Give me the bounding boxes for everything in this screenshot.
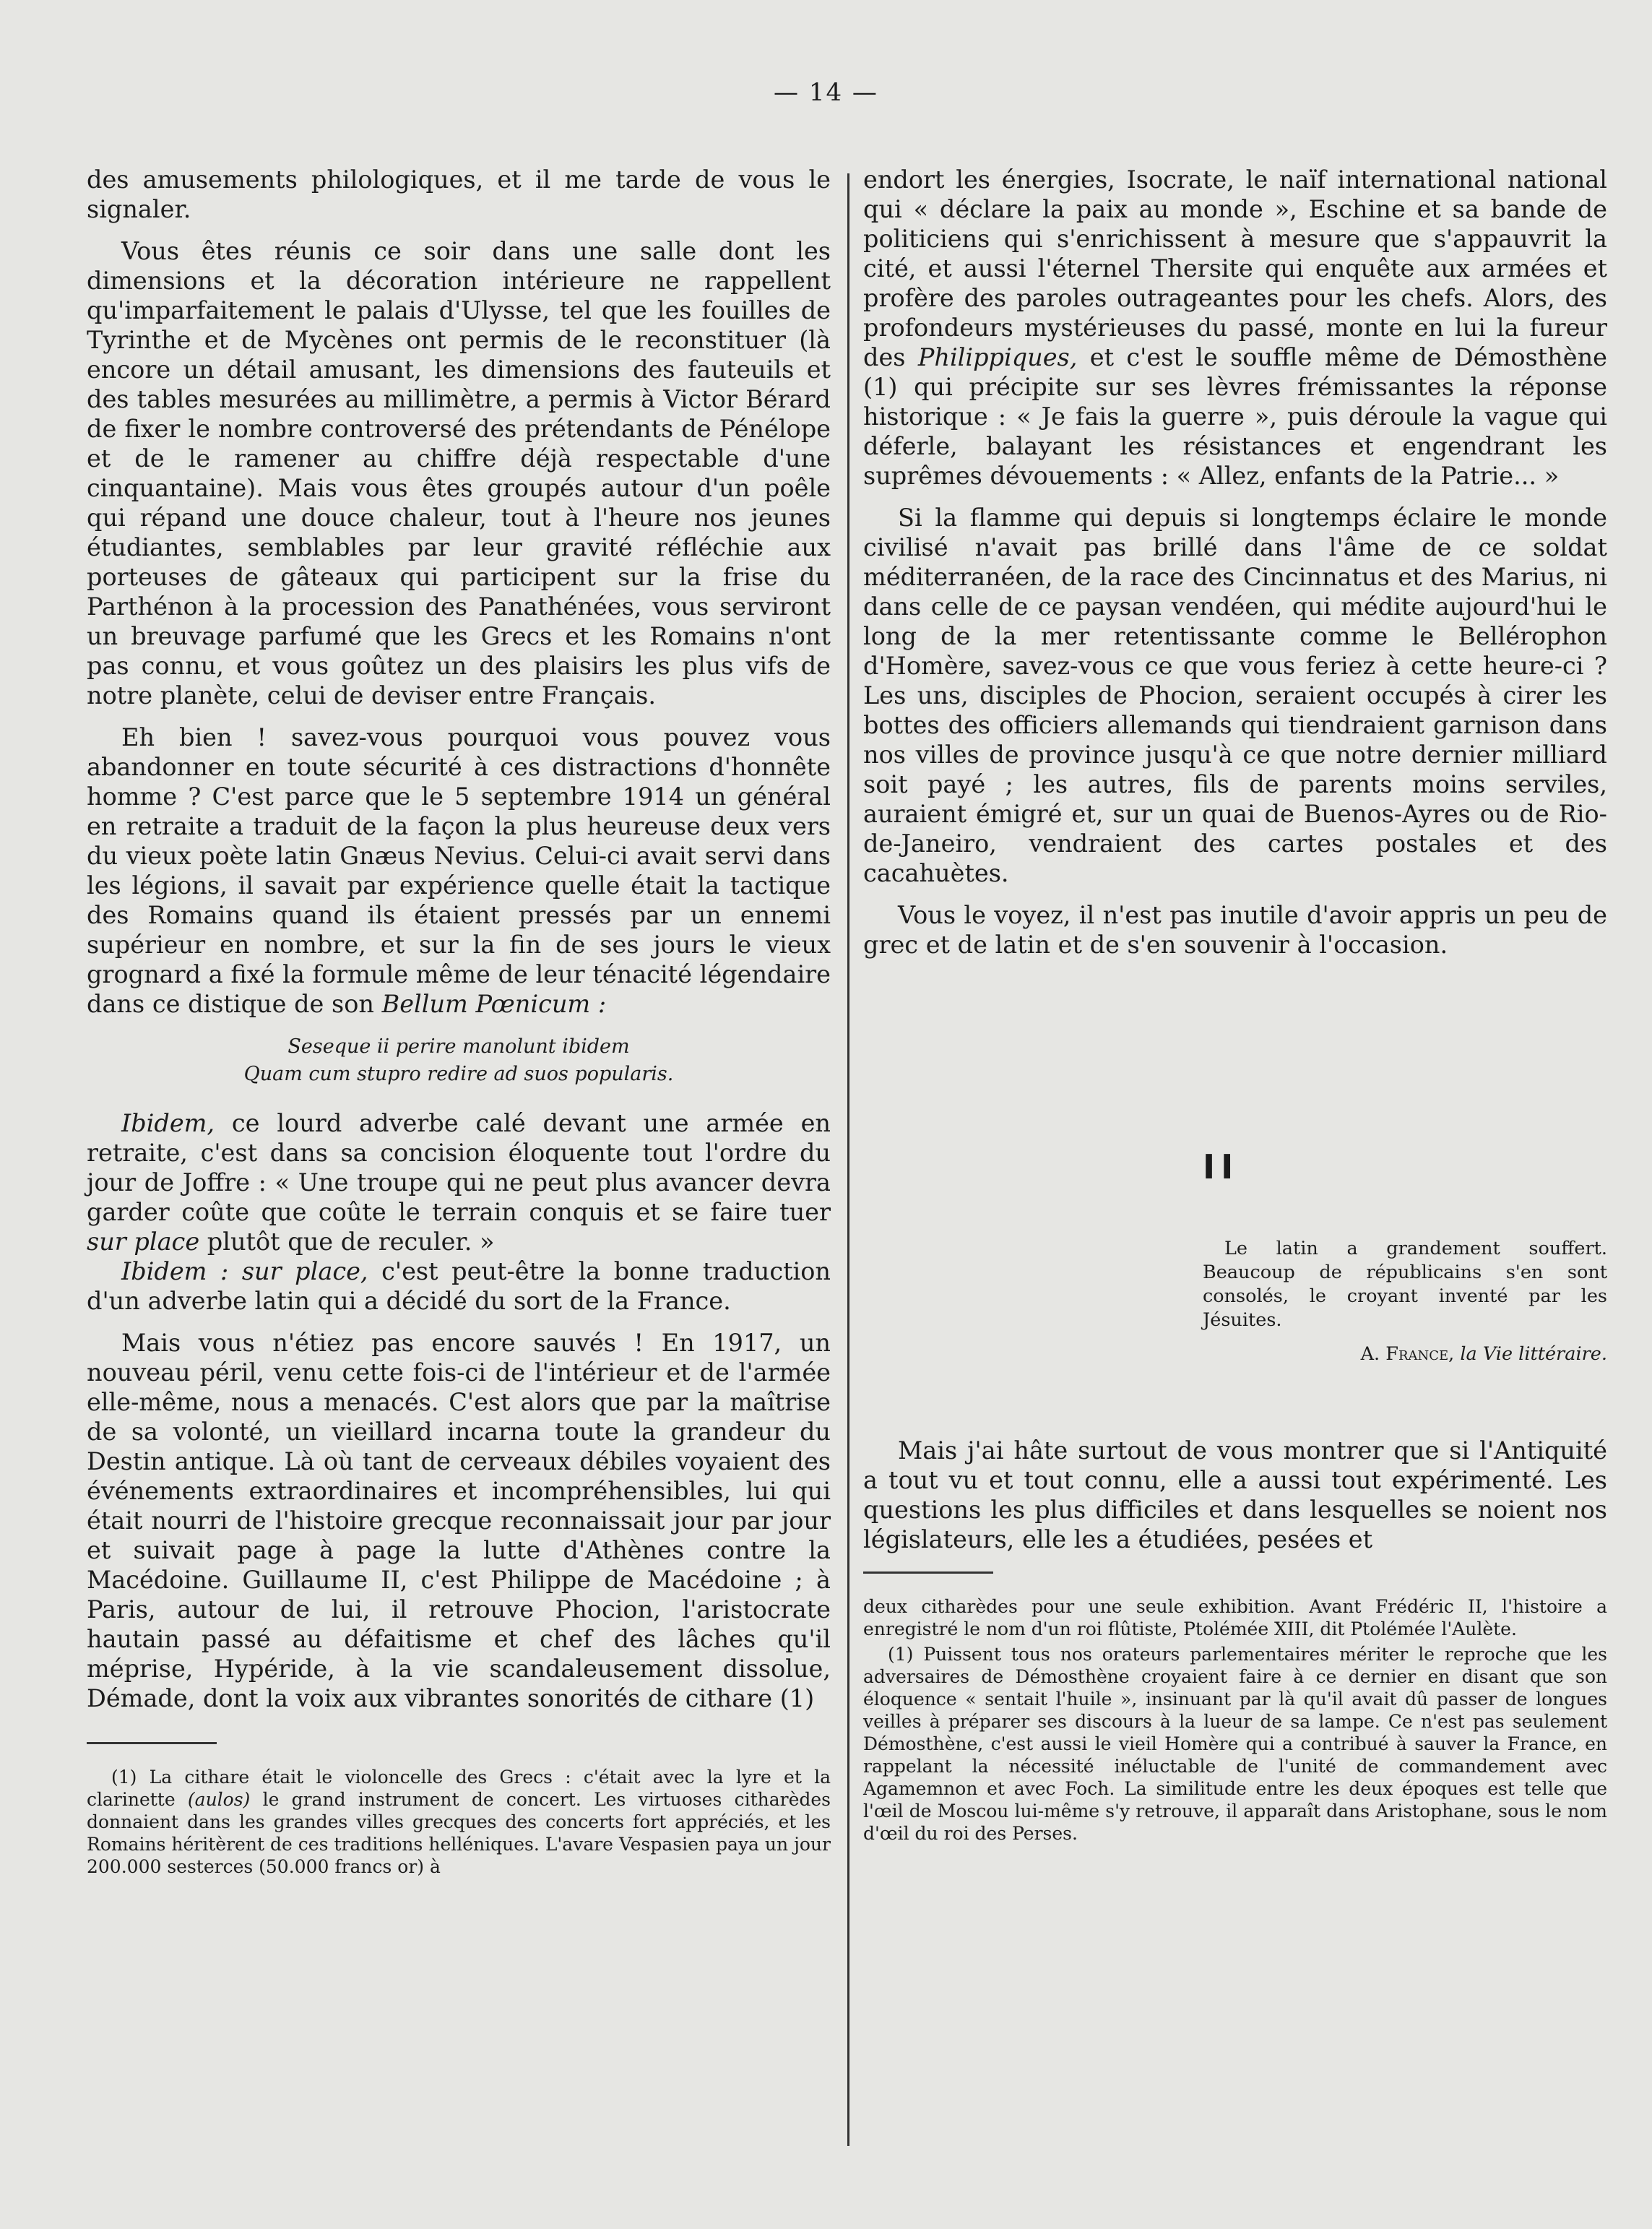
paragraph-text: et c'est le souffle même de Démosthène (1) qui précipite sur ses lèvres frémissantes la réponse historique : « Je fais la guerre », puis déroule la vague qui déferle, balayant les résistances et engendrant les suprêmes dévouements : « Allez, enfants de la Patrie... » bbox=[863, 343, 1607, 490]
paragraph: Vous êtes réunis ce soir dans une salle dont les dimensions et la décoration intérieure ne rappellent qu'imparfaitement le palais d'Ulysse, tel que les fouilles de Tyrinthe et de Mycènes ont permis de le reconstituer (là encore un détail amusant, les dimensions des fauteuils et des tables mesurées au millimètre, a permis à Victor Bérard de fixer le nombre controversé des prétendants de Pénélope et de le ramener au chiffre déjà respectable d'une cinquantaine). Mais vous êtes groupés autour d'un poêle qui répand une douce chaleur, tout à l'heure nos jeunes étudiantes, semblables par leur gravité réfléchie aux porteuses de gâteaux qui participent sur la frise du Parthénon à la procession des Panathénées, vous serviront un breuvage parfumé que les Grecs et les Romains n'ont pas connu, et vous goûtez un des plaisirs les plus vifs de notre planète, celui de deviser entre Français. bbox=[87, 237, 831, 710]
right-column bbox=[863, 165, 1607, 1848]
paragraph-text: endort les énergies, Isocrate, le naïf international national qui « déclare la paix au monde », Eschine et sa bande de politiciens qui s'enrichissent à mesure que s'appauvrit la cité, et aussi l'éternel Thersite qui enquête aux armées et profère des paroles outrageantes pour les chefs. Alors, des profondeurs mystérieuses du passé, monte en lui la fureur des bbox=[863, 165, 1607, 371]
section-number: II bbox=[1203, 1147, 1240, 1186]
footnote: (1) Puissent tous nos orateurs parlementaires mériter le reproche que les adversaires de Démosthène croyaient faire à ce dernier en disant que son éloquence « sentait l'huile », insinuant par là qu'il avait dû passer de longues veilles à préparer ses discours à la lueur de sa lampe. Ce n'est pas seulement Démosthène, c'est aussi le vieil Homère qui a contribué à sauver la France, en rappelant la nécessité inéluctable de l'unité de commandement avec Agamemnon et avec Foch. La similitude entre les deux époques est telle que l'œil de Moscou lui-même s'y retrouve, il apparaît dans Aristophane, sous le nom d'œil du roi des Perses. bbox=[863, 1644, 1607, 1844]
footnote-rule bbox=[863, 1571, 993, 1574]
footnote bbox=[87, 1766, 831, 1878]
column-divider bbox=[847, 173, 849, 2146]
paragraph-text: plutôt que de reculer. » bbox=[199, 1228, 495, 1256]
paragraph: Vous le voyez, il n'est pas inutile d'avoir appris un peu de grec et de latin et de s'en souvenir à l'occasion. bbox=[863, 901, 1607, 959]
page-number: — 14 — bbox=[774, 78, 878, 107]
paragraph: Mais vous n'étiez pas encore sauvés ! En 1917, un nouveau péril, venu cette fois-ci de l'intérieur et de l'armée elle-même, nous a menacés. C'est alors que par la maîtrise de sa volonté, un vieillard incarna toute la grandeur du Destin antique. Là où tant de cerveaux débiles voyaient des événements extraordinaires et incompréhensibles, lui qui était nourri de l'histoire grecque reconnaissait jour par jour et suivait page à page la lutte d'Athènes contre la Macédoine. Guillaume II, c'est Philippe de Macédoine ; à Paris, autour de lui, il retrouve Phocion, l'aristocrate hautain passé au défaitisme et chef des lâches qu'il méprise, Hypéride, à la vie scandaleusement dissolue, Démade, dont la voix aux vibrantes sonorités de cithare (1) bbox=[87, 1329, 831, 1712]
epigraph-author: A. France, bbox=[1360, 1343, 1455, 1365]
epigraph bbox=[1203, 1237, 1607, 1366]
footnote: deux citharèdes pour une seule exhibition. Avant Frédéric II, l'histoire a enregistré le nom d'un roi flûtiste, Ptolémée XIII, dit Ptolémée l'Aulète. bbox=[863, 1596, 1607, 1639]
work-title: Bellum Pœnicum : bbox=[381, 990, 607, 1018]
verse-line: Quam cum stupro redire ad suos popularis. bbox=[243, 1063, 674, 1085]
emphasis: sur place bbox=[87, 1228, 200, 1256]
paragraph-text: c'est peut-être la bonne traduction d'un adverbe latin qui a décidé du sort de la France. bbox=[87, 1257, 831, 1315]
footnote-text: le grand instrument de concert. Les virtuoses citharèdes donnaient dans les grandes villes grecques des concerts fort appréciés, et les Romains héritèrent de ces traditions helléniques. L'avare Vespasien paya un jour 200.000 sesterces (50.000 francs or) à bbox=[87, 1789, 831, 1877]
latin-verse bbox=[87, 1033, 831, 1088]
paragraph bbox=[863, 165, 1607, 491]
paragraph bbox=[87, 1256, 831, 1316]
paragraph: des amusements philologiques, et il me tarde de vous le signaler. bbox=[87, 165, 831, 223]
paragraph: Si la flamme qui depuis si longtemps éclaire le monde civilisé n'avait pas brillé dans l'âme de ce soldat méditerranéen, de la race des Cincinnatus et des Marius, ni dans celle de ce paysan vendéen, qui médite aujourd'hui le long de la mer retentissante comme le Bellérophon d'Homère, savez-vous ce que vous feriez à cette heure-ci ? Les uns, disciples de Phocion, seraient occupés à cirer les bottes des officiers allemands qui tiendraient garnison dans nos villes de province jusqu'à ce que notre dernier milliard soit payé ; les autres, fils de parents moins serviles, auraient émigré et, sur un quai de Buenos-Ayres ou de Rio-de-Janeiro, vendraient des cartes postales et des cacahuètes. bbox=[863, 504, 1607, 887]
spacer bbox=[863, 1366, 1607, 1436]
paragraph bbox=[87, 723, 831, 1019]
verse-line: Seseque ii perire manolunt ibidem bbox=[287, 1035, 630, 1058]
epigraph-text: Le latin a grandement souffert. Beaucoup de républicains s'en sont consolés, le croyant inventé par les Jésuites. bbox=[1203, 1238, 1607, 1331]
work-title: Philippiques, bbox=[917, 343, 1078, 371]
footnote-rule bbox=[87, 1742, 217, 1744]
paragraph bbox=[87, 1108, 831, 1256]
emphasis: Ibidem : sur place, bbox=[121, 1257, 368, 1285]
emphasis: (aulos) bbox=[187, 1789, 251, 1810]
paragraph-text: ce lourd adverbe calé devant une armée en retraite, c'est dans sa concision éloquente tout l'ordre du jour de Joffre : « Une troupe qui ne peut plus avancer devra garder coûte que coûte le terrain conquis et se faire tuer bbox=[87, 1109, 831, 1226]
epigraph-attribution bbox=[1203, 1342, 1607, 1366]
footnote-text: (1) La cithare était le violoncelle des Grecs : c'était avec la lyre et la clarinette bbox=[87, 1767, 831, 1810]
paragraph: Mais j'ai hâte surtout de vous montrer que si l'Antiquité a tout vu et tout connu, elle a aussi tout expérimenté. Les questions les plus difficiles et dans lesquelles se noient nos législateurs, elle les a étudiées, pesées et bbox=[863, 1436, 1607, 1553]
epigraph-work: la Vie littéraire. bbox=[1460, 1343, 1607, 1365]
emphasis: Ibidem, bbox=[121, 1109, 215, 1137]
paragraph-text: Eh bien ! savez-vous pourquoi vous pouvez vous abandonner en toute sécurité à ces distractions d'honnête homme ? C'est parce que le 5 septembre 1914 un général en retraite a traduit de la façon la plus heureuse deux vers du vieux poète latin Gnæus Nevius. Celui-ci avait servi dans les légions, il savait par expérience quelle était la tactique des Romains quand ils étaient pressés par un ennemi supérieur en nombre, et sur la fin de ses jours le vieux grognard a fixé la formule même de leur ténacité légendaire dans ce distique de son bbox=[87, 723, 831, 1018]
left-column bbox=[87, 165, 831, 1881]
